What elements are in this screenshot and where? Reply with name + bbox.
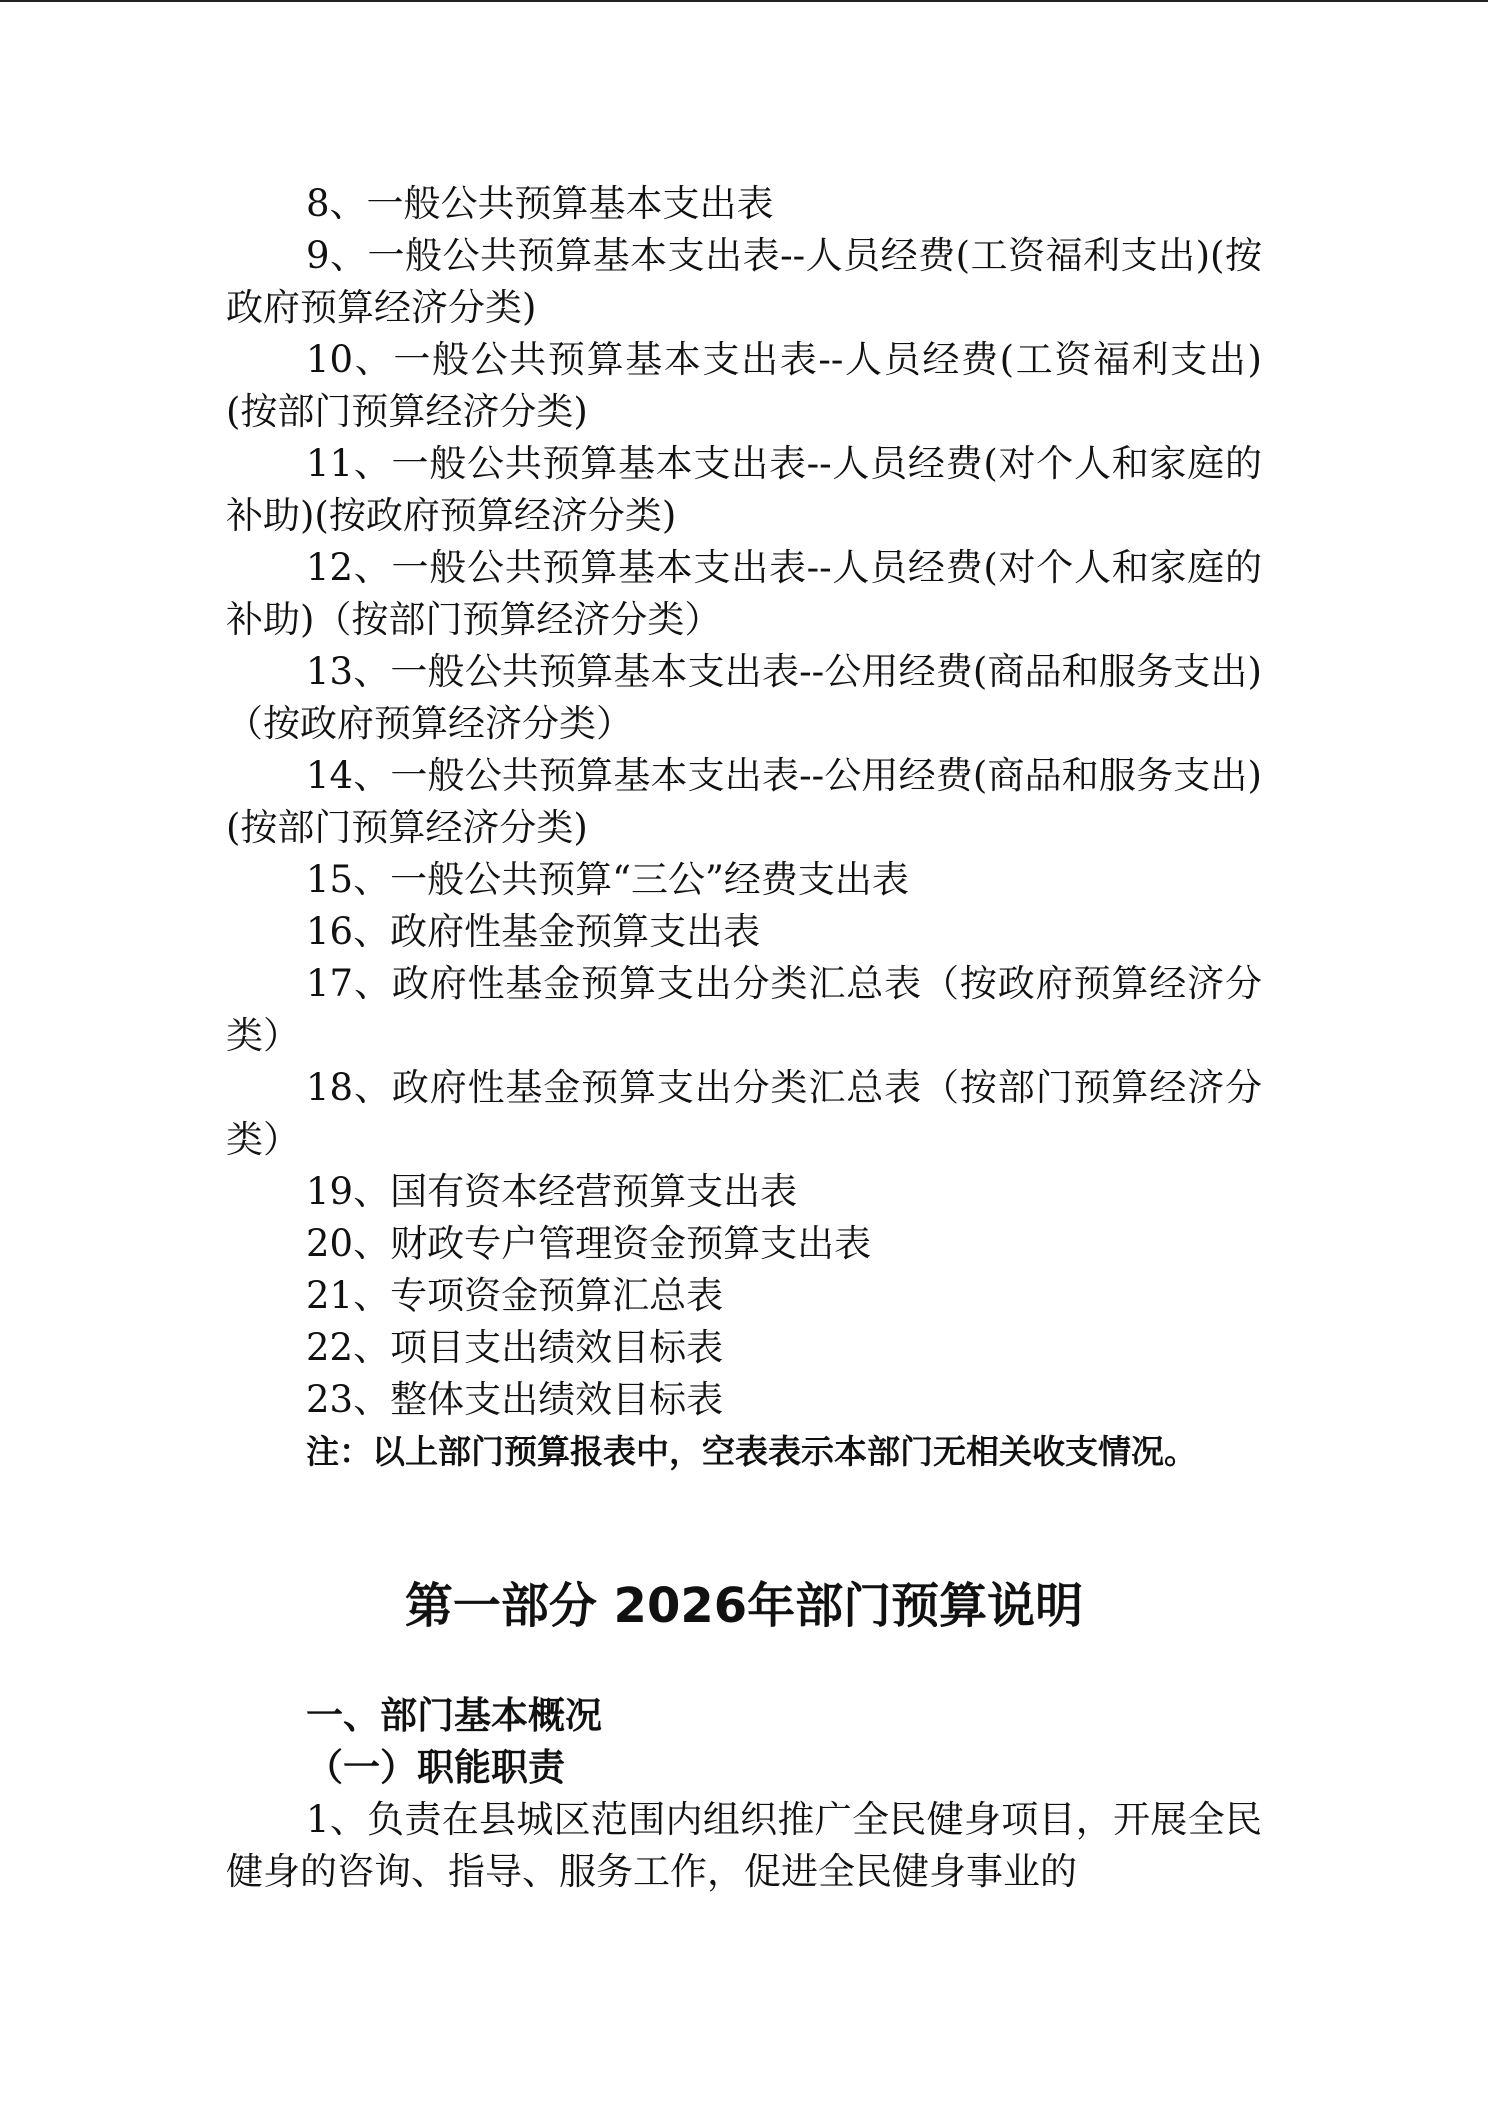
document-page [226,178,1262,1898]
list-item: 10、一般公共预算基本支出表--人员经费(工资福利支出)(按部门预算经济分类) [226,338,1262,433]
page-top-border [0,0,1488,2]
subsection-heading: （一）职能职责 [306,1746,565,1789]
section-heading: 一、部门基本概况 [306,1694,602,1737]
list-item: 22、项目支出绩效目标表 [306,1326,724,1369]
list-item: 11、一般公共预算基本支出表--人员经费(对个人和家庭的补助)(按政府预算经济分类) [226,442,1262,537]
table-list [226,178,1262,1426]
list-item: 21、专项资金预算汇总表 [306,1274,724,1317]
list-item: 20、财政专户管理资金预算支出表 [306,1222,872,1265]
table-note: 注：以上部门预算报表中，空表表示本部门无相关收支情况。 [306,1432,1197,1471]
body-paragraph: 1、负责在县城区范围内组织推广全民健身项目，开展全民健身的咨询、指导、服务工作，促进全民健身事业的 [226,1798,1262,1893]
list-item: 9、一般公共预算基本支出表--人员经费(工资福利支出)(按政府预算经济分类) [226,234,1262,329]
part-title: 第一部分 2026年部门预算说明 [404,1578,1084,1634]
list-item: 16、政府性基金预算支出表 [306,910,761,953]
list-item: 17、政府性基金预算支出分类汇总表（按政府预算经济分类） [226,962,1262,1057]
list-item: 14、一般公共预算基本支出表--公用经费(商品和服务支出)(按部门预算经济分类) [226,754,1262,849]
list-item: 12、一般公共预算基本支出表--人员经费(对个人和家庭的补助)（按部门预算经济分类） [226,546,1262,641]
list-item: 15、一般公共预算“三公”经费支出表 [306,858,909,901]
list-item: 19、国有资本经营预算支出表 [306,1170,798,1213]
list-item: 13、一般公共预算基本支出表--公用经费(商品和服务支出)（按政府预算经济分类） [226,650,1262,745]
list-item: 18、政府性基金预算支出分类汇总表（按部门预算经济分类） [226,1066,1262,1161]
list-item: 8、一般公共预算基本支出表 [306,182,774,225]
list-item: 23、整体支出绩效目标表 [306,1378,724,1421]
